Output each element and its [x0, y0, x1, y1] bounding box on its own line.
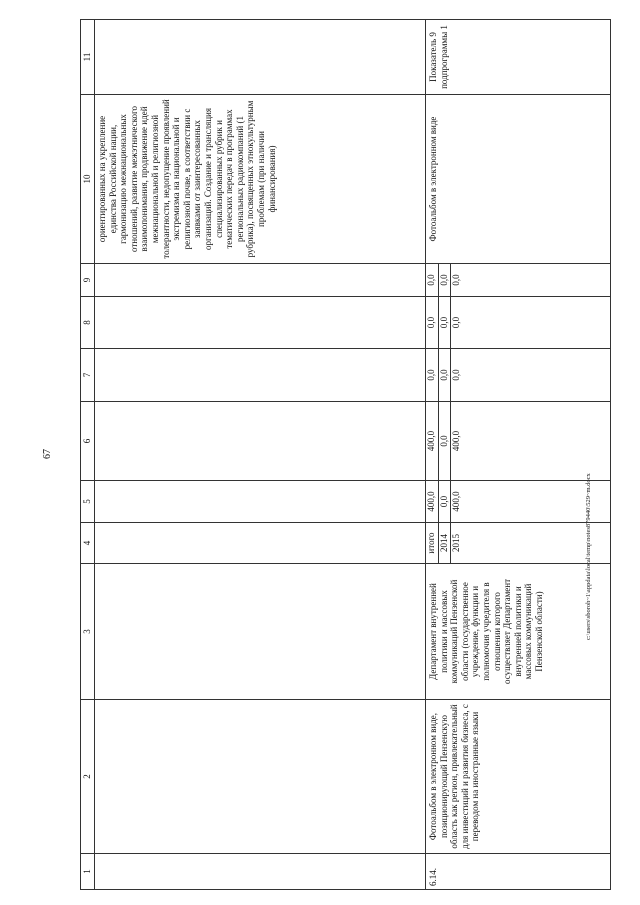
value-cell: 0,0 — [439, 402, 452, 480]
measure-name-cell: Фотоальбом в электронном виде, позиционирующий Пензенскую область как регион, привлекательный для инвестиций и развития бизнеса, с переводом на иностранные языки — [426, 700, 611, 854]
header-cell: 1 — [81, 854, 95, 890]
empty-cell — [95, 523, 426, 564]
header-cell: 11 — [81, 20, 95, 95]
header-cell: 4 — [81, 523, 95, 564]
empty-cell — [95, 349, 426, 402]
value-cell: 400,0 — [426, 402, 439, 480]
col5-values — [426, 481, 611, 523]
value-cell: 0,0 — [426, 264, 439, 296]
result-cell: Фотоальбом в электронном виде — [426, 95, 611, 264]
table-row — [426, 20, 611, 890]
value-cell: 0,0 — [439, 297, 452, 348]
value-cell: 0,0 — [451, 274, 461, 286]
empty-cell — [95, 854, 426, 890]
header-cell: 2 — [81, 700, 95, 854]
empty-cell — [95, 297, 426, 349]
empty-cell — [95, 700, 426, 854]
value-cell: 0,0 — [451, 369, 461, 381]
empty-cell — [95, 264, 426, 297]
col7-values — [426, 349, 611, 402]
page-number: 67 — [42, 449, 53, 459]
value-cell: 400,0 — [451, 430, 461, 452]
header-row — [81, 20, 95, 890]
header-cell: 10 — [81, 95, 95, 264]
continued-description-cell: ориентированных на укрепление единства Российской нации, гармонизацию межнациональных отношений, развитие межэтнического взаимопонимания, продвижение идей межнациональной и религиозной толерантности, недопущение проявлений экстремизма на национальной и религиозной почве, в соответствии с заявками от заинтересованных организаций. Создание и трансляция специализированных рубрик и тематических передач в программах региональных радиокомпаний (1 рубрика), посвященных этнокультурным проблемам (при наличии финансирования) — [95, 95, 426, 264]
table-frame — [80, 20, 611, 890]
value-cell: 0,0 — [426, 349, 439, 401]
rotated-table-wrapper — [80, 20, 611, 890]
value-cell: 400,0 — [451, 491, 461, 512]
empty-cell — [95, 402, 426, 481]
indicator-cell: Показатель 9 подпрограммы 1 — [426, 20, 611, 95]
continuation-row — [95, 20, 426, 890]
year-2015-label: 2015 — [451, 534, 461, 552]
value-cell: 0,0 — [439, 481, 452, 522]
value-cell: 0,0 — [426, 297, 439, 348]
header-cell: 9 — [81, 264, 95, 297]
col9-values — [426, 264, 611, 297]
year-2014-label: 2014 — [439, 523, 452, 563]
executor-cell: Департамент внутренней политики и массовых коммуникаций Пензенской области (государственное учреждение, функции и полномочия учредителя в отношении которого осуществляет Департамент внутренней политики и массовых коммуникаций Пензенской области) — [426, 564, 611, 700]
value-cell: 0,0 — [439, 264, 452, 296]
year-total-label: итого — [426, 523, 439, 563]
col8-values — [426, 297, 611, 349]
value-cell: 0,0 — [439, 349, 452, 401]
header-cell: 6 — [81, 402, 95, 481]
header-cell: 3 — [81, 564, 95, 700]
empty-cell — [95, 481, 426, 523]
row-number: 6.14. — [426, 854, 611, 890]
col6-values — [426, 402, 611, 481]
header-cell: 7 — [81, 349, 95, 402]
footer-file-path: c:\users\sboroh~1\appdata\local\temp\notes879440\529~m.docx — [585, 473, 592, 640]
empty-cell — [95, 564, 426, 700]
header-cell: 5 — [81, 481, 95, 523]
value-cell: 400,0 — [426, 481, 439, 522]
measures-table — [80, 19, 611, 890]
value-cell: 0,0 — [451, 316, 461, 329]
empty-cell — [95, 20, 426, 95]
years-cell — [426, 523, 611, 564]
header-cell: 8 — [81, 297, 95, 349]
